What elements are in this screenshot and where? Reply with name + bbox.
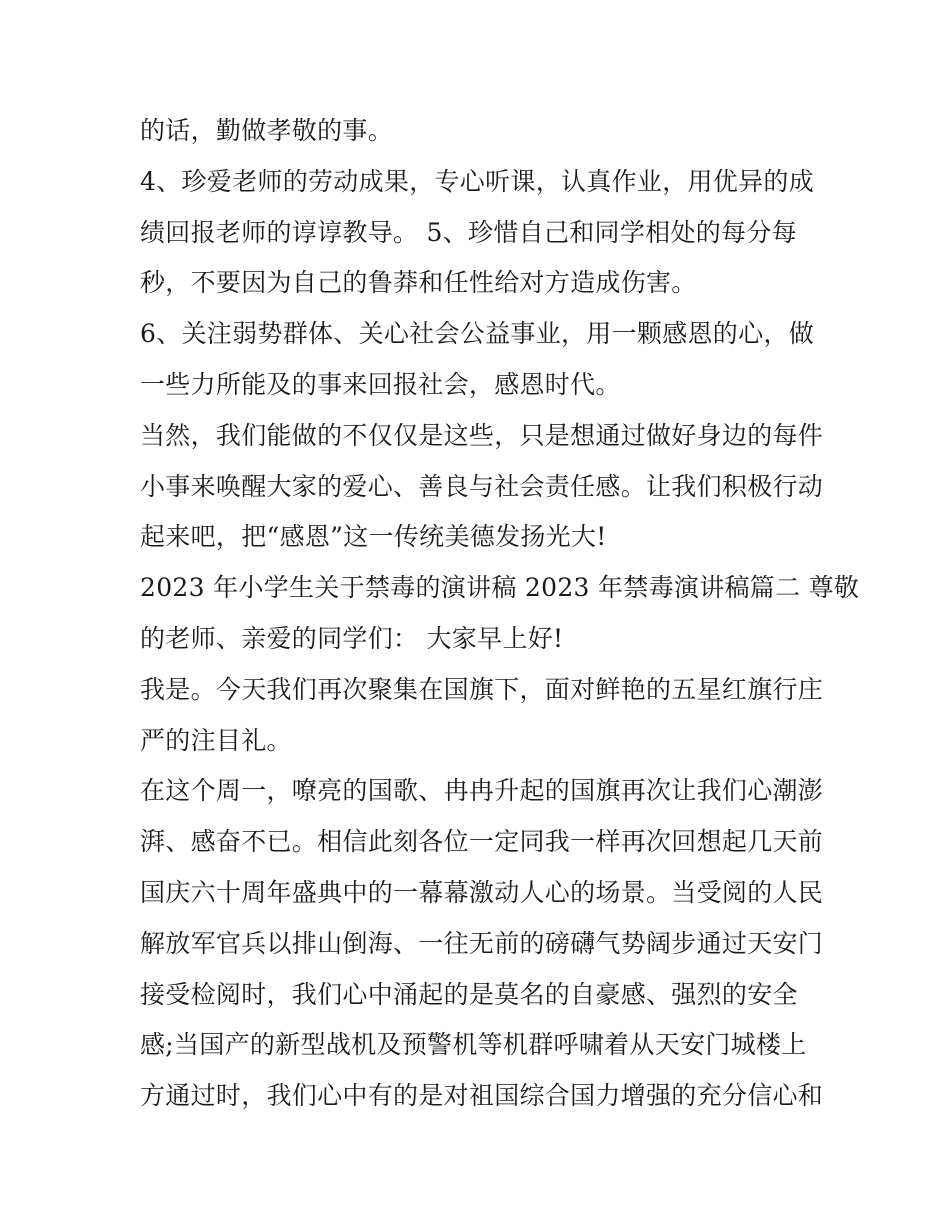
- text-line: 在这个周一，嘹亮的国歌、冉冉升起的国旗再次让我们心潮澎: [140, 776, 824, 806]
- text-line: 6、关注弱势群体、关心社会公益事业，用一颗感恩的心，做: [140, 319, 815, 349]
- text-line: 方通过时，我们心中有的是对祖国综合国力增强的充分信心和: [140, 1081, 824, 1111]
- text-line: 小事来唤醒大家的爱心、善良与社会责任感。让我们积极行动: [140, 471, 824, 501]
- text-line: 绩回报老师的谆谆教导。 5、珍惜自己和同学相处的每分每: [140, 217, 797, 247]
- text-line: 的老师、亲爱的同学们： 大家早上好!: [140, 623, 564, 653]
- text-line: 起来吧，把“感恩”这一传统美德发扬光大!: [140, 522, 607, 552]
- text-line: 国庆六十周年盛典中的一幕幕激动人心的场景。当受阅的人民: [140, 877, 824, 907]
- text-line: 秒，不要因为自己的鲁莽和任性给对方造成伤害。: [140, 268, 697, 298]
- text-line: 解放军官兵以排山倒海、一往无前的磅礴气势阔步通过天安门: [140, 928, 824, 958]
- text-line: 接受检阅时，我们心中涌起的是莫名的自豪感、强烈的安全: [140, 979, 798, 1009]
- text-line: 4、珍爱老师的劳动成果，专心听课，认真作业，用优异的成: [140, 166, 815, 196]
- text-line: 一些力所能及的事来回报社会，感恩时代。: [140, 369, 621, 399]
- text-line: 湃、感奋不已。相信此刻各位一定同我一样再次回想起几天前: [140, 827, 824, 857]
- text-line: 2023 年小学生关于禁毒的演讲稿 2023 年禁毒演讲稿篇二 尊敬: [140, 573, 860, 603]
- text-line: 感;当国产的新型战机及预警机等机群呼啸着从天安门城楼上: [140, 1030, 807, 1060]
- text-line: 当然，我们能做的不仅仅是这些，只是想通过做好身边的每件: [140, 420, 824, 450]
- body-text: [140, 106, 860, 1122]
- text-line: 严的注目礼。: [140, 725, 292, 755]
- text-line: 的话，勤做孝敬的事。: [140, 116, 394, 145]
- text-line: 我是。今天我们再次聚集在国旗下，面对鲜艳的五星红旗行庄: [140, 674, 824, 704]
